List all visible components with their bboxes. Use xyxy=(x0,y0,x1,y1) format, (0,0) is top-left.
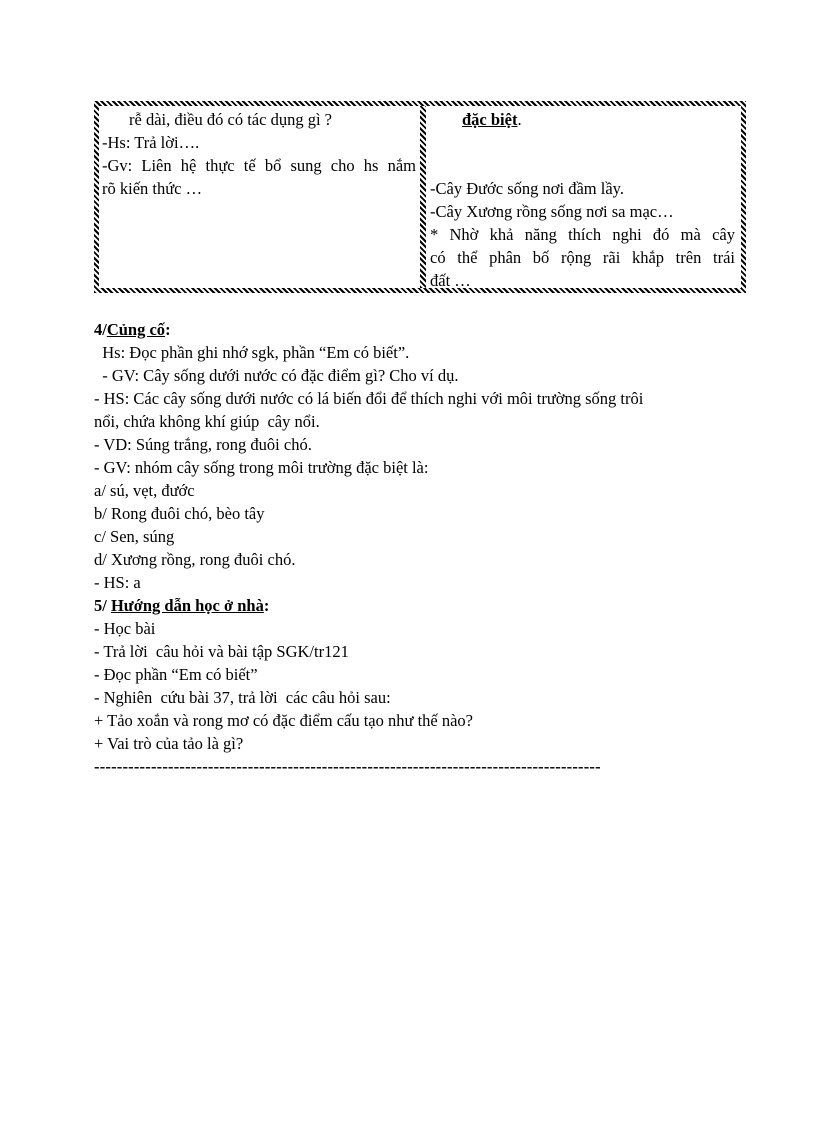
table-left-cell xyxy=(99,106,420,288)
s4-option: d/ Xương rồng, rong đuôi chó. xyxy=(94,550,296,569)
left-line-3: -Gv: Liên hệ thực tế bổ sung cho hs nắm xyxy=(102,156,416,175)
table-right-cell xyxy=(426,106,741,288)
right-heading: đặc biệt xyxy=(462,110,518,129)
s4-line: nổi, chứa không khí giúp cây nổi. xyxy=(94,412,320,431)
content-table xyxy=(94,101,746,293)
section4-number: 4/ xyxy=(94,320,107,339)
s5-line: - Đọc phần “Em có biết” xyxy=(94,665,258,684)
s4-line: - HS: Các cây sống dưới nước có lá biến đổi để thích nghi với môi trường sống trôi xyxy=(94,389,644,408)
right-heading-line xyxy=(430,108,735,131)
right-heading-suffix: . xyxy=(517,110,522,129)
s4-line: Hs: Đọc phần ghi nhớ sgk, phần “Em có biết”. xyxy=(94,343,410,362)
right-line-3: * Nhờ khả năng thích nghi đó mà cây xyxy=(430,225,735,244)
s4-answer: - HS: a xyxy=(94,573,141,592)
section5-heading xyxy=(94,594,734,617)
s5-line: - Nghiên cứu bài 37, trả lời các câu hỏi sau: xyxy=(94,688,391,707)
right-spacer xyxy=(430,131,735,177)
s4-option: b/ Rong đuôi chó, bèo tây xyxy=(94,504,265,523)
section4-colon: : xyxy=(165,320,171,339)
section5-title: Hướng dẫn học ở nhà xyxy=(110,596,264,615)
right-line-4: có thể phân bố rộng rãi khắp trên trái xyxy=(430,248,735,267)
left-line-2: -Hs: Trả lời…. xyxy=(102,133,200,152)
lesson-content xyxy=(94,318,734,778)
s4-line: - GV: Cây sống dưới nước có đặc điểm gì? Cho ví dụ. xyxy=(94,366,459,385)
s5-line: - Trả lời câu hỏi và bài tập SGK/tr121 xyxy=(94,642,349,661)
separator-line: ----------------------------------------------------------------------------------------- xyxy=(94,757,601,776)
right-line-2: -Cây Xương rồng sống nơi sa mạc… xyxy=(430,202,674,221)
right-line-1: -Cây Đước sống nơi đầm lầy. xyxy=(430,179,624,198)
s5-line: + Tảo xoắn và rong mơ có đặc điểm cấu tạo như thế nào? xyxy=(94,711,474,730)
s5-line: + Vai trò của tảo là gì? xyxy=(94,734,244,753)
left-line-1: rễ dài, điều đó có tác dụng gì ? xyxy=(129,110,332,129)
left-line-4: rõ kiến thức … xyxy=(102,179,203,198)
s4-line: - VD: Súng trắng, rong đuôi chó. xyxy=(94,435,312,454)
table-inner xyxy=(99,106,741,288)
section4-title: Củng cố xyxy=(106,320,166,339)
section4-heading xyxy=(94,318,734,341)
section5-colon: : xyxy=(263,596,270,615)
right-line-5: đất … xyxy=(430,271,471,290)
section5-number: 5/ xyxy=(94,596,111,615)
s4-option: a/ sú, vẹt, đước xyxy=(94,481,195,500)
s4-line: - GV: nhóm cây sống trong môi trường đặc biệt là: xyxy=(94,458,429,477)
s5-line: - Học bài xyxy=(94,619,156,638)
s4-option: c/ Sen, súng xyxy=(94,527,175,546)
